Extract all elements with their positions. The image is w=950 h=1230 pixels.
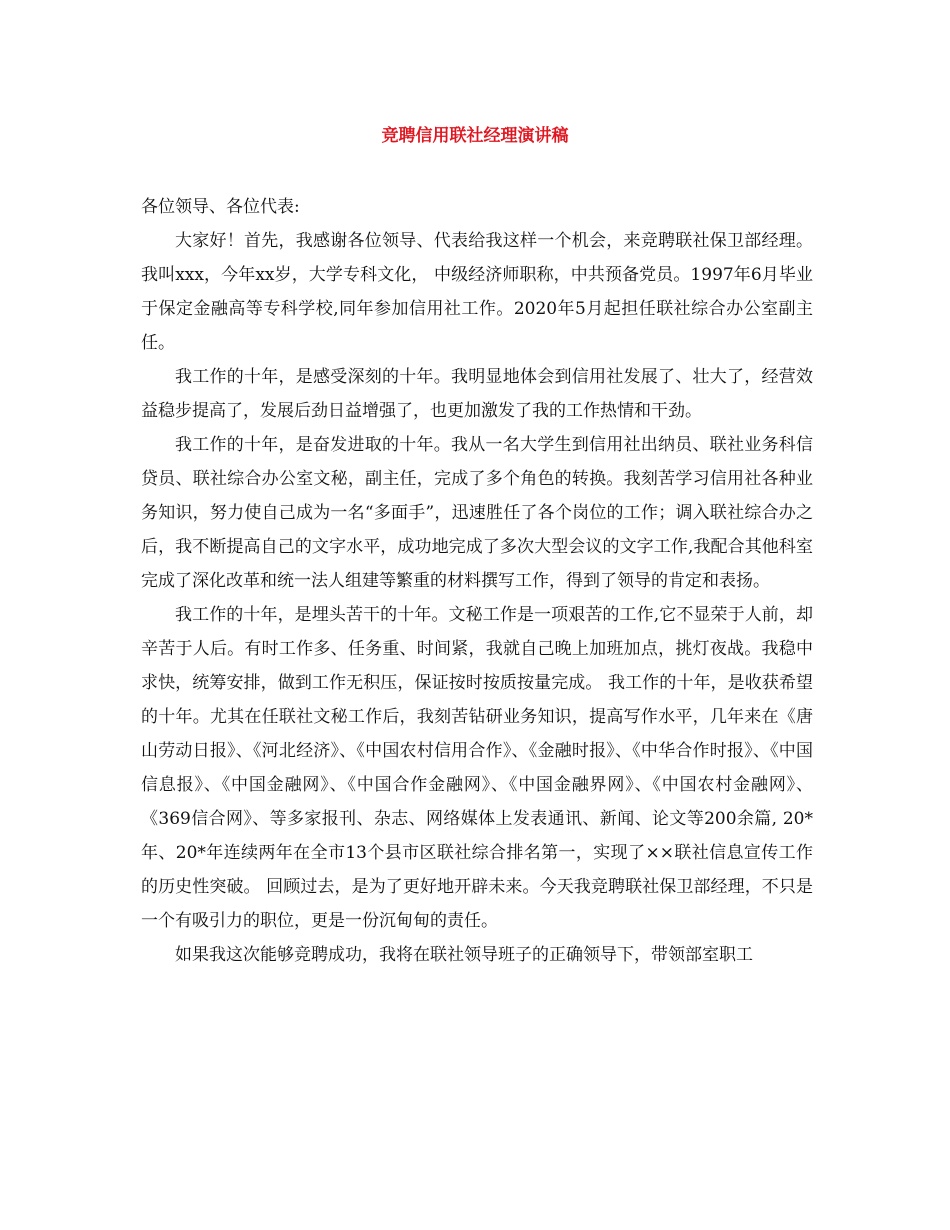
paragraph-plans: 如果我这次能够竞聘成功，我将在联社领导班子的正确领导下，带领部室职工 bbox=[175, 945, 753, 965]
paragraph-introduction: 大家好！首先，我感谢各位领导、代表给我这样一个机会，来竞聘联社保卫部经理。我叫xxx，今年xx岁，大学专科文化， 中级经济师职称，中共预备党员。1997年6月毕业于保定金融高等专科学校,同年参加信用社工作。2020年5月起担任联社综合办公室副主任。 bbox=[141, 231, 813, 353]
paragraph-hard-work: 我工作的十年，是埋头苦干的十年。文秘工作是一项艰苦的工作,它不显荣于人前，却辛苦于人后。有时工作多、任务重、时间紧，我就自己晚上加班加点，挑灯夜战。我稳中求快，统筹安排，做到工作无积压，保证按时按质按量完成。 我工作的十年，是收获希望的十年。尤其在任联社文秘工作后，我刻苦钻研业务知识，提高写作水平，几年来在《唐山劳动日报》、《河北经济》、《中国农村信用合作》、《金融时报》、《中华合作时报》、《中国信息报》、《中国金融网》、《中国合作金融网》、《中国金融界网》、《中国农村金融网》、《369信合网》、等多家报刊、杂志、网络媒体上发表通讯、新闻、论文等200余篇, 20*年、20*年连续两年在全市13个县市区联社综合排名第一，实现了××联社信息宣传工作的历史性突破。 回顾过去，是为了更好地开辟未来。今天我竞聘联社保卫部经理，不只是一个有吸引力的职位，更是一份沉甸甸的责任。 bbox=[141, 605, 813, 931]
document-body bbox=[141, 190, 813, 972]
paragraph-reflection: 我工作的十年，是感受深刻的十年。我明显地体会到信用社发展了、壮大了，经营效益稳步提高了，发展后劲日益增强了，也更加激发了我的工作热情和干劲。 bbox=[141, 367, 813, 421]
page-title: 竞聘信用联社经理演讲稿 bbox=[381, 126, 569, 146]
paragraph-progress: 我工作的十年，是奋发进取的十年。我从一名大学生到信用社出纳员、联社业务科信贷员、联社综合办公室文秘，副主任，完成了多个角色的转换。我刻苦学习信用社各种业务知识，努力使自己成为一名“多面手”，迅速胜任了各个岗位的工作；调入联社综合办之后，我不断提高自己的文字水平，成功地完成了多次大型会议的文字工作,我配合其他科室完成了深化改革和统一法人组建等繁重的材料撰写工作，得到了领导的肯定和表扬。 bbox=[141, 435, 813, 591]
salutation: 各位领导、各位代表: bbox=[141, 197, 300, 217]
